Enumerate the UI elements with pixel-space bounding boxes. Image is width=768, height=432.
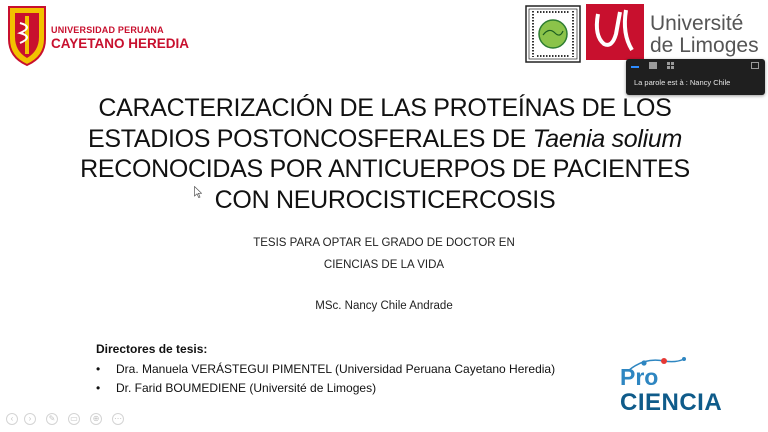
title-line-3: RECONOCIDAS POR ANTICUERPOS DE PACIENTES: [80, 155, 690, 183]
upch-shield-crest-icon: [6, 3, 48, 67]
bullet: •: [96, 381, 101, 395]
title-line-2: [80, 124, 690, 155]
title-line-2-text: ESTADIOS POSTONCOSFERALES DE: [87, 124, 533, 153]
active-speaker-label: La parole est à : Nancy Chile: [634, 78, 731, 87]
upch-logo: [6, 3, 190, 69]
author-name: MSc. Nancy Chile Andrade: [315, 300, 453, 312]
minimize-icon[interactable]: [630, 61, 640, 70]
director-name: Dra. Manuela VERÁSTEGUI PIMENTEL (Universidad Peruana Cayetano Heredia): [116, 362, 556, 376]
institut-neurologie-tropicale-seal-icon: [525, 5, 581, 63]
zoom-view-toolbar: [626, 59, 765, 73]
zoom-speaker-panel[interactable]: [626, 59, 765, 95]
mouse-cursor-icon: [194, 186, 202, 198]
prociencia-pro-text: Pro: [620, 364, 659, 390]
prociencia-logo: [618, 355, 750, 417]
director-item: [96, 381, 376, 395]
speaker-view-icon[interactable]: [648, 61, 658, 70]
gallery-view-icon[interactable]: [666, 61, 676, 70]
previous-icon[interactable]: ‹: [6, 413, 18, 425]
bullet: •: [96, 362, 101, 376]
slides-icon[interactable]: ▭: [68, 413, 80, 425]
pen-icon[interactable]: ✎: [46, 413, 58, 425]
directors-heading: Directores de tesis:: [96, 342, 208, 356]
unilim-name-line2: de Limoges: [650, 34, 759, 57]
next-icon[interactable]: ›: [24, 413, 36, 425]
title-line-1: CARACTERIZACIÓN DE LAS PROTEÍNAS DE LOS: [98, 94, 672, 122]
unilim-name-line1: Université: [650, 12, 744, 35]
prociencia-ciencia-text: CIENCIA: [620, 389, 723, 416]
slide-title: [80, 93, 690, 215]
director-name: Dr. Farid BOUMEDIENE (Université de Limoges): [116, 381, 377, 395]
unilim-logo: [586, 4, 764, 64]
degree-line-2: CIENCIAS DE LA VIDA: [323, 259, 445, 271]
upch-name-line2: CAYETANO HEREDIA: [51, 36, 190, 51]
more-icon[interactable]: ⋯: [114, 414, 122, 423]
upch-name-line1: UNIVERSIDAD PERUANA: [51, 25, 164, 35]
zoom-icon[interactable]: ⊕: [90, 413, 102, 425]
title-line-4: CON NEUROCISTICERCOSIS: [214, 185, 556, 214]
title-species-name: Taenia solium: [532, 124, 683, 153]
ul-monogram-icon: [586, 4, 644, 60]
director-item: [96, 362, 555, 376]
expand-icon[interactable]: [750, 61, 760, 70]
slideshow-controls: [6, 413, 166, 429]
degree-line-1: TESIS PARA OPTAR EL GRADO DE DOCTOR EN: [253, 237, 515, 249]
